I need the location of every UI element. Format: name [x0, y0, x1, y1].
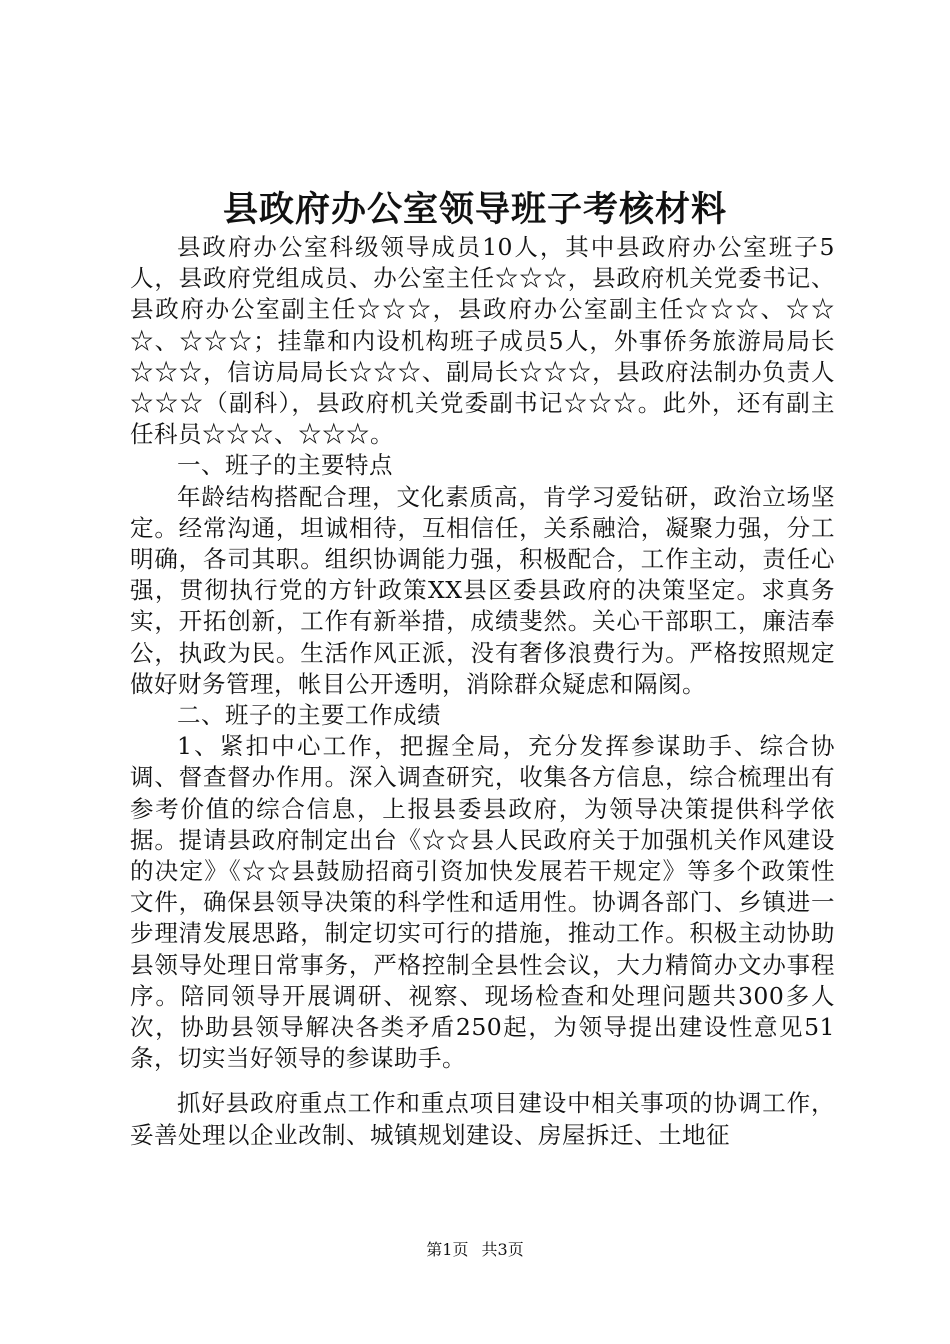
achievement-paragraph-1: 1、紧扣中心工作，把握全局，充分发挥参谋助手、综合协调、督查督办作用。深入调查研究，收集各方信息，综合梳理出有参考价值的综合信息，上报县委县政府，为领导决策提供科学依据。提请县政府制定出台《☆☆县人民政府关于加强机关作风建设的决定》《☆☆县鼓励招商引资加快发展若干规定》等多个政策性文件，确保县领导决策的科学性和适用性。协调各部门、乡镇进一步理清发展思路，制定切实可行的措施，推动工作。积极主动协助县领导处理日常事务，严格控制全县性会议，大力精简办文办事程序。陪同领导开展调研、视察、现场检查和处理问题共300多人次，协助县领导解决各类矛盾250起，为领导提出建设性意见51条，切实当好领导的参谋助手。	[130, 732, 835, 1073]
section-heading-features: 一、班子的主要特点	[177, 451, 393, 480]
features-paragraph: 年龄结构搭配合理，文化素质高，肯学习爱钻研，政治立场坚定。经常沟通，坦诚相待，互相信任，关系融洽，凝聚力强，分工明确，各司其职。组织协调能力强，积极配合，工作主动，责任心强，贯彻执行党的方针政策XX县区委县政府的决策坚定。求真务实，开拓创新，工作有新举措，成绩斐然。关心干部职工，廉洁奉公，执政为民。生活作风正派，没有奢侈浪费行为。严格按照规定做好财务管理，帐目公开透明，消除群众疑虑和隔阂。	[130, 482, 835, 698]
page-footer	[0, 1240, 950, 1260]
page-total: 共3页	[481, 1240, 524, 1259]
document-title: 县政府办公室领导班子考核材料	[222, 189, 727, 230]
document-body	[130, 232, 835, 1151]
section-heading-achievements: 二、班子的主要工作成绩	[177, 701, 441, 730]
intro-paragraph: 县政府办公室科级领导成员10人，其中县政府办公室班子5人，县政府党组成员、办公室主任☆☆☆，县政府机关党委书记、县政府办公室副主任☆☆☆，县政府办公室副主任☆☆☆、☆☆☆、☆☆☆；挂靠和内设机构班子成员5人，外事侨务旅游局局长☆☆☆，信访局局长☆☆☆、副局长☆☆☆，县政府法制办负责人☆☆☆（副科），县政府机关党委副书记☆☆☆。此外，还有副主任科员☆☆☆、☆☆☆。	[130, 233, 835, 449]
page-number: 第1页	[426, 1240, 469, 1259]
achievement-paragraph-2: 抓好县政府重点工作和重点项目建设中相关事项的协调工作，妥善处理以企业改制、城镇规划建设、房屋拆迁、土地征	[130, 1089, 835, 1149]
